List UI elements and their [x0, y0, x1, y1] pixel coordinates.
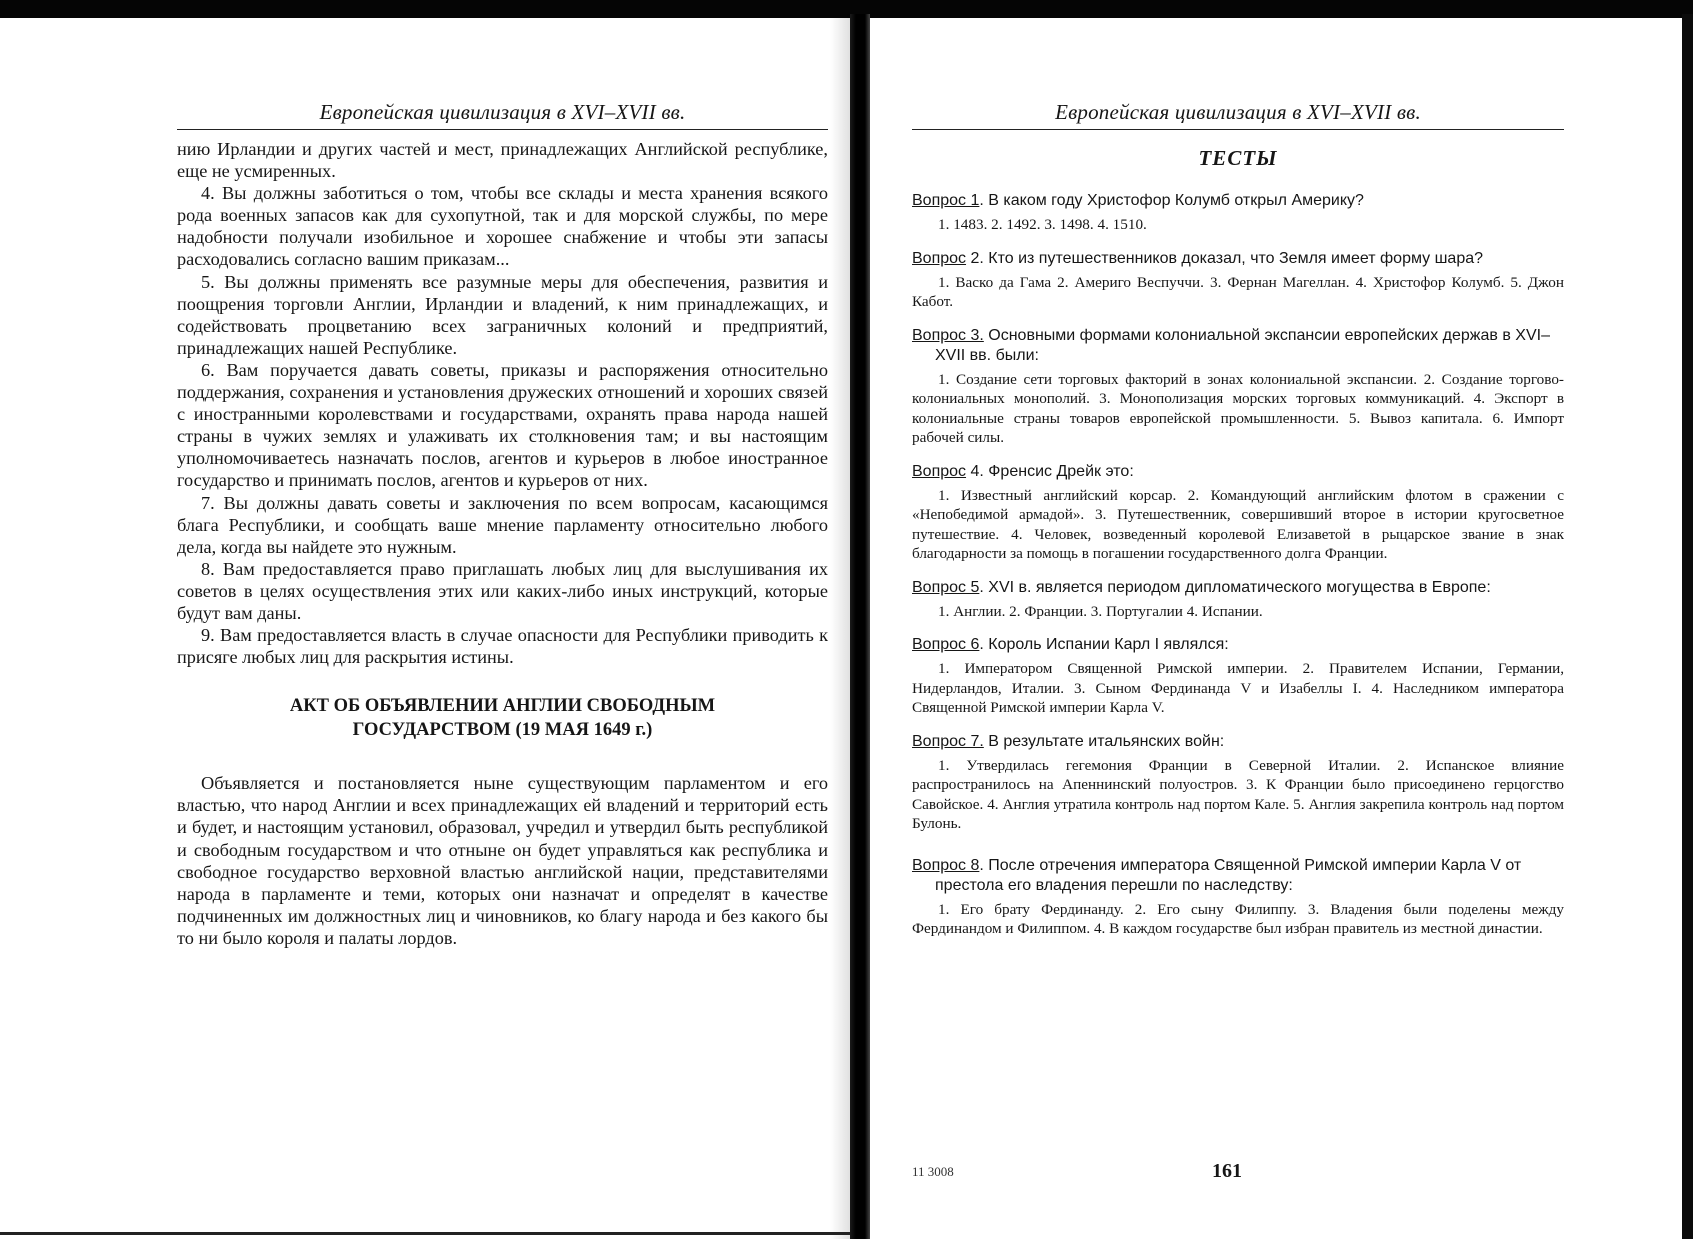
question-2 [912, 249, 1564, 312]
question-3 [912, 326, 1564, 448]
left-page-body [177, 138, 828, 949]
question-label: Вопрос 5 [912, 578, 980, 596]
printer-signature: 11 3008 [912, 1164, 954, 1179]
act-title-line: АКТ ОБ ОБЪЯВЛЕНИИ АНГЛИИ СВОБОДНЫМ [289, 696, 716, 717]
paragraph: 5. Вы должны применять все разумные меры для обеспечения, развития и поощрения торговли Англии, Ирландии и владений, к ним принадлежащих, и содействовать процветанию всех заграничных колоний и предприятий, принадлежащих нашей Республике. [177, 271, 828, 358]
act-title-line: ГОСУДАРСТВОМ (19 МАЯ 1649 г.) [352, 720, 653, 741]
question-label: Вопрос [912, 462, 967, 480]
question-answers: 1. Англии. 2. Франции. 3. Португалии 4. Испании. [938, 602, 1263, 620]
paragraph: 4. Вы должны заботиться о том, чтобы все склады и места хранения всякого рода военных запасов как для сухопутной, так и для морской службы, по мере надобности получали изобильное и хорошее снабжение и чтобы эти запасы расходовались согласно вашим приказам... [177, 183, 828, 270]
question-answers: 1. Императором Священной Римской империи. 2. Правителем Испании, Германии, Нидерландов, Италии. 3. Сыном Фердинанда V и Изабеллы I. 4. Наследником императора Священной Римской империи Карла V. [912, 660, 1564, 716]
question-label: Вопрос 3. [912, 326, 984, 344]
paragraph: нию Ирландии и других частей и мест, принадлежащих Английской республике, еще не усмиренных. [177, 139, 828, 182]
question-4 [912, 462, 1564, 564]
question-answers: 1. Его брату Фердинанду. 2. Его сыну Филиппу. 3. Владения были поделены между Фердинандом и Филиппом. 4. В каждом государстве был избран правитель из местной династии. [912, 900, 1564, 937]
question-6 [912, 635, 1564, 718]
question-answers: 1. Известный английский корсар. 2. Командующий английским флотом в сражении с «Непобедимой армадой». 3. Путешественник, совершивший второе в истории кругосветное путешествие. 4. Человек, возведенный королевой Елизаветой в рыцарское звание в знак благодарности за помощь в погашении государственного долга Франции. [912, 486, 1564, 562]
question-text: В результате итальянских войн: [983, 732, 1225, 750]
tests-title: ТЕСТЫ [1198, 146, 1278, 170]
question-text: . Король Испании Карл I являлся: [979, 636, 1229, 653]
question-5 [912, 578, 1564, 622]
left-running-head: Европейская цивилизация в XVI–XVII вв. [177, 100, 828, 130]
question-label: Вопрос [912, 249, 967, 267]
book-gutter-shadow [830, 14, 850, 1239]
question-text: 4. Френсис Дрейк это: [966, 462, 1134, 480]
page-number: 161 [1212, 1160, 1242, 1182]
paragraph: 9. Вам предоставляется власть в случае опасности для Республики приводить к присяге любых лиц для раскрытия истины. [177, 625, 828, 668]
scan-right-border [1682, 14, 1693, 1239]
right-page-footer [912, 1160, 1564, 1184]
right-running-head: Европейская цивилизация в XVI–XVII вв. [912, 100, 1564, 130]
question-text: . XVI в. является периодом дипломатического могущества в Европе: [979, 578, 1491, 596]
question-label: Вопрос 6 [912, 636, 980, 653]
question-answers: 1. Васко да Гама 2. Америго Веспуччи. 3. Фернан Магеллан. 4. Христофор Колумб. 5. Джон Кабот. [912, 273, 1564, 310]
question-1 [912, 191, 1564, 235]
question-text: . После отречения императора Священной Римской империи Карла V от престола его владения перешли по наследству: [935, 856, 1522, 894]
left-page [177, 100, 828, 949]
act-text: Объявляется и постановляется ныне существующим парламентом и его властью, что народ Англии и всех принадлежащих ей владений и территорий есть и будет, и настоящим установил, образовал, учредил и утвердил быть республикой и свободным государством и что отныне он будет управляться как республика и свободное государство верховной властью английской нации, представителями народа в парламенте и теми, которых они назначат и определят в качестве подчиненных им должностных лиц и чиновников, ко благу народа и без какого бы то ни было короля и палаты лордов. [177, 773, 828, 948]
question-text: . В каком году Христофор Колумб открыл Америку? [979, 192, 1364, 209]
question-label: Вопрос 8 [912, 856, 980, 874]
question-7 [912, 732, 1564, 834]
question-answers: 1. Создание сети торговых факторий в зонах колониальной экспансии. 2. Создание торгово-колониальных монополий. 3. Монополизация морских торговых коммуникаций. 4. Экспорт в колониальные страны товаров европейской промышленности. 5. Вывоз капитала. 6. Импорт рабочей силы. [912, 370, 1564, 446]
act-title [177, 694, 828, 742]
paragraph: 6. Вам поручается давать советы, приказы и распоряжения относительно поддержания, сохранения и установления дружеских отношений и хороших связей с иностранными королевствами и государствами, охранять права народа нашей страны в чужих землях и улаживать их столкновения там; и вы настоящим уполномочиваетесь назначать послов, агентов и курьеров в любое иностранное государство и принимать послов, агентов и курьеров от них. [177, 359, 828, 491]
scan-bottom-edge [0, 1232, 850, 1235]
question-answers: 1. Утвердилась гегемония Франции в Северной Италии. 2. Испанское влияние распространилось на Апеннинский полуостров. 3. К Франции было присоединено герцогство Савойское. 4. Англия утратила контроль над портом Кале. 5. Англия закрепила контроль над портом Булонь. [912, 756, 1564, 832]
question-label: Вопрос 1 [912, 192, 980, 209]
paragraph: 7. Вы должны давать советы и заключения по всем вопросам, касающимся блага Республики, и сообщать ваше мнение парламенту относительно любого дела, когда вы найдете это нужным. [177, 492, 828, 557]
paragraph: 8. Вам предоставляется право приглашать любых лиц для выслушивания их советов в целях осуществления этих или каких-либо иных инструкций, которые будут вам даны. [177, 558, 828, 623]
question-8 [912, 856, 1564, 939]
right-page [912, 100, 1564, 939]
question-answers: 1. 1483. 2. 1492. 3. 1498. 4. 1510. [938, 216, 1147, 233]
question-text: Основными формами колониальной экспансии европейских держав в XVI–XVII вв. были: [935, 326, 1550, 364]
book-spine [850, 14, 870, 1239]
question-label: Вопрос 7. [912, 732, 984, 750]
question-text: 2. Кто из путешественников доказал, что Земля имеет форму шара? [966, 249, 1484, 267]
